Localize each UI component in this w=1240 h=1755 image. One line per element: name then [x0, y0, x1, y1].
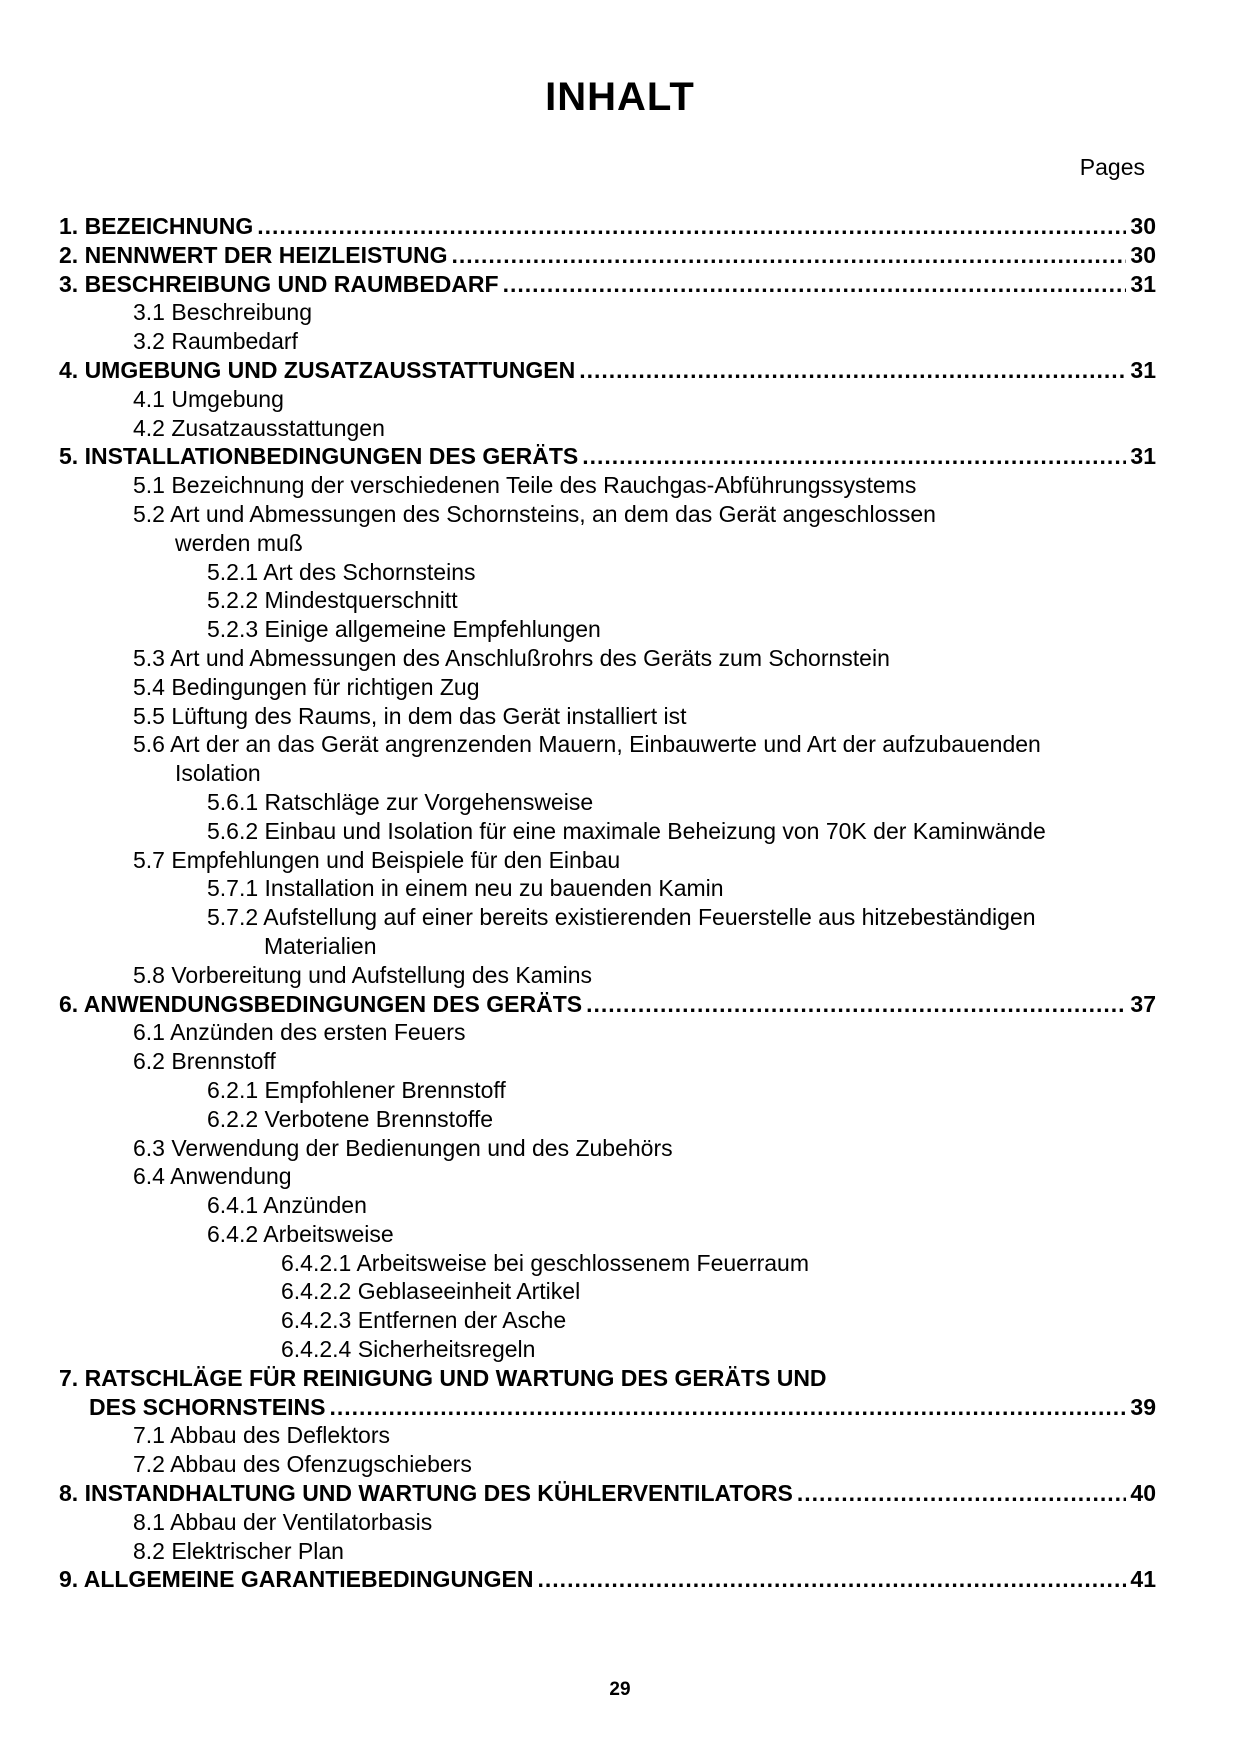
toc-subentry-3-2[interactable]: 3.2 Raumbedarf	[133, 328, 298, 355]
page-number: 29	[609, 1679, 631, 1700]
toc-entry-4[interactable]	[59, 356, 1156, 385]
toc-subentry-5-7-1[interactable]: 5.7.1 Installation in einem neu zu bauenden Kamin	[207, 875, 724, 902]
toc-entry-page: 31	[1130, 356, 1156, 383]
toc-subentry-5-1[interactable]: 5.1 Bezeichnung der verschiedenen Teile des Rauchgas-Abführungssystems	[133, 472, 917, 499]
dot-leader	[582, 442, 1126, 471]
page-title: INHALT	[545, 75, 695, 119]
toc-subentry-8-2[interactable]: 8.2 Elektrischer Plan	[133, 1537, 344, 1564]
toc-subentry-4-2[interactable]: 4.2 Zusatzausstattungen	[133, 414, 385, 441]
toc-subentry-8-1[interactable]: 8.1 Abbau der Ventilatorbasis	[133, 1508, 433, 1535]
toc-subentry-7-2[interactable]: 7.2 Abbau des Ofenzugschiebers	[133, 1451, 472, 1478]
toc-subentry-5-7[interactable]: 5.7 Empfehlungen und Beispiele für den Einbau	[133, 846, 621, 873]
dot-leader	[579, 356, 1126, 385]
toc-entry-7[interactable]: 7. RATSCHLÄGE FÜR REINIGUNG UND WARTUNG DES GERÄTS UND	[59, 1364, 827, 1391]
toc-subentry-5-8[interactable]: 5.8 Vorbereitung und Aufstellung des Kamins	[133, 961, 593, 988]
toc-entry-page: 40	[1130, 1480, 1156, 1507]
toc-subentry-3-1[interactable]: 3.1 Beschreibung	[133, 299, 313, 326]
toc-subentry-5-2-continued[interactable]: werden muß	[175, 529, 303, 556]
toc-entry-label: DES SCHORNSTEINS	[89, 1393, 326, 1420]
toc-subentry-6-2[interactable]: 6.2 Brennstoff	[133, 1048, 276, 1075]
toc-subentry-6-4-2-3[interactable]: 6.4.2.3 Entfernen der Asche	[281, 1307, 567, 1334]
toc-entry-label: 2. NENNWERT DER HEIZLEISTUNG	[59, 241, 448, 268]
toc-subentry-6-1[interactable]: 6.1 Anzünden des ersten Feuers	[133, 1019, 466, 1046]
toc-subentry-5-6-continued[interactable]: Isolation	[175, 760, 261, 787]
toc-subentry-4-1[interactable]: 4.1 Umgebung	[133, 385, 284, 412]
toc-entry-label: 9. ALLGEMEINE GARANTIEBEDINGUNGEN	[59, 1566, 534, 1593]
toc-subentry-5-2-2[interactable]: 5.2.2 Mindestquerschnitt	[207, 587, 458, 614]
dot-leader	[451, 241, 1126, 270]
toc-subentry-5-6[interactable]: 5.6 Art der an das Gerät angrenzenden Mauern, Einbauwerte und Art der aufzubauenden	[133, 731, 1041, 758]
toc-entry-page: 31	[1130, 270, 1156, 297]
dot-leader	[329, 1393, 1126, 1422]
toc-subentry-6-2-1[interactable]: 6.2.1 Empfohlener Brennstoff	[207, 1076, 506, 1103]
toc-entry-label: 3. BESCHREIBUNG UND RAUMBEDARF	[59, 270, 499, 297]
toc-entry-page: 39	[1130, 1393, 1156, 1420]
toc-entry-3[interactable]	[59, 270, 1156, 299]
toc-entry-9[interactable]	[59, 1565, 1156, 1594]
toc-subentry-5-7-2-continued[interactable]: Materialien	[264, 932, 377, 959]
toc-subentry-6-3[interactable]: 6.3 Verwendung der Bedienungen und des Zubehörs	[133, 1134, 673, 1161]
toc-entry-page: 30	[1130, 213, 1156, 239]
toc-entry-6[interactable]	[59, 990, 1156, 1019]
toc-subentry-6-4[interactable]: 6.4 Anwendung	[133, 1163, 292, 1190]
dot-leader	[586, 990, 1126, 1019]
toc-subentry-7-1[interactable]: 7.1 Abbau des Deflektors	[133, 1422, 390, 1449]
toc-subentry-5-3[interactable]: 5.3 Art und Abmessungen des Anschlußrohrs des Geräts zum Schornstein	[133, 644, 890, 671]
dot-leader	[257, 212, 1126, 241]
dot-leader	[503, 270, 1127, 299]
toc-subentry-6-4-2[interactable]: 6.4.2 Arbeitsweise	[207, 1220, 394, 1247]
toc-subentry-5-6-2[interactable]: 5.6.2 Einbau und Isolation für eine maximale Beheizung von 70K der Kaminwände	[207, 817, 1046, 844]
toc-subentry-5-4[interactable]: 5.4 Bedingungen für richtigen Zug	[133, 673, 480, 700]
toc-entry-8[interactable]	[59, 1479, 1156, 1508]
toc-entry-5[interactable]	[59, 442, 1156, 471]
toc-subentry-6-4-1[interactable]: 6.4.1 Anzünden	[207, 1192, 367, 1219]
toc-subentry-6-4-2-4[interactable]: 6.4.2.4 Sicherheitsregeln	[281, 1336, 536, 1363]
pages-column-label: Pages	[1079, 154, 1145, 180]
toc-subentry-5-7-2[interactable]: 5.7.2 Aufstellung auf einer bereits existierenden Feuerstelle aus hitzebeständigen	[207, 904, 1036, 931]
toc-entry-7-continued[interactable]	[59, 1393, 1156, 1422]
toc-entry-page: 41	[1130, 1566, 1156, 1593]
toc-subentry-5-2-3[interactable]: 5.2.3 Einige allgemeine Empfehlungen	[207, 616, 601, 643]
toc-entry-label: 4. UMGEBUNG UND ZUSATZAUSSTATTUNGEN	[59, 356, 576, 383]
dot-leader	[797, 1479, 1127, 1508]
toc-entry-page: 31	[1130, 443, 1156, 470]
toc-entry-label: 5. INSTALLATIONBEDINGUNGEN DES GERÄTS	[59, 443, 579, 470]
toc-entry-label: 6. ANWENDUNGSBEDINGUNGEN DES GERÄTS	[59, 990, 583, 1017]
toc-entry-2[interactable]	[59, 241, 1156, 270]
toc-subentry-6-4-2-1[interactable]: 6.4.2.1 Arbeitsweise bei geschlossenem Feuerraum	[281, 1249, 810, 1276]
toc-entry-label: 8. INSTANDHALTUNG UND WARTUNG DES KÜHLERVENTILATORS	[59, 1480, 793, 1507]
toc-subentry-5-5[interactable]: 5.5 Lüftung des Raums, in dem das Gerät installiert ist	[133, 702, 687, 729]
toc-subentry-5-2[interactable]: 5.2 Art und Abmessungen des Schornsteins, an dem das Gerät angeschlossen	[133, 500, 936, 527]
toc-entry-page: 30	[1130, 241, 1156, 268]
toc-subentry-5-2-1[interactable]: 5.2.1 Art des Schornsteins	[207, 558, 476, 585]
toc-subentry-5-6-1[interactable]: 5.6.1 Ratschläge zur Vorgehensweise	[207, 788, 594, 815]
table-of-contents	[59, 212, 1156, 1594]
toc-entry-label: 1. BEZEICHNUNG	[59, 213, 254, 239]
dot-leader	[538, 1565, 1127, 1594]
toc-entry-1[interactable]	[59, 212, 1156, 241]
toc-entry-page: 37	[1130, 990, 1156, 1017]
toc-subentry-6-4-2-2[interactable]: 6.4.2.2 Geblaseeinheit Artikel	[281, 1278, 581, 1305]
toc-subentry-6-2-2[interactable]: 6.2.2 Verbotene Brennstoffe	[207, 1105, 494, 1132]
